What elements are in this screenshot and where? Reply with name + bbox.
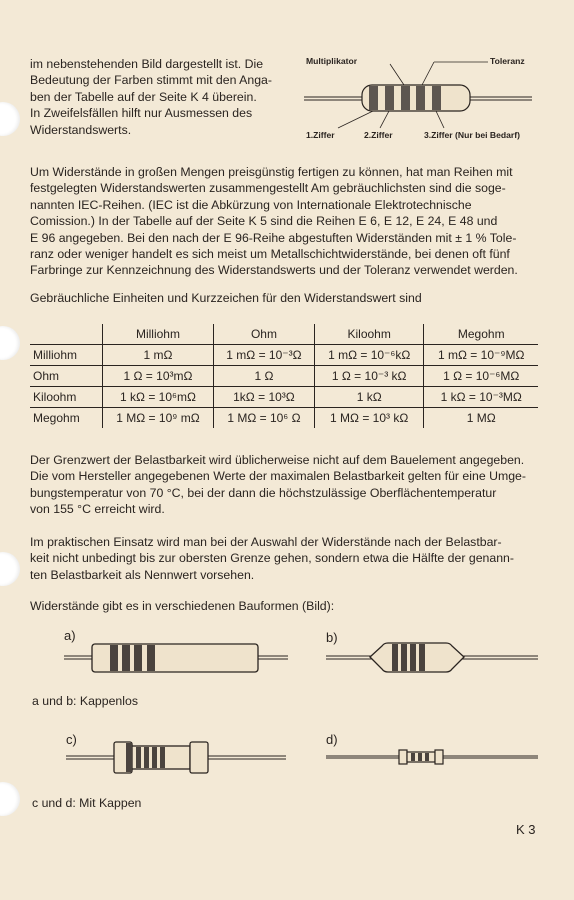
table-cell: 1 Ω = 10⁻⁶MΩ xyxy=(424,366,538,387)
table-row xyxy=(30,345,538,366)
punch-hole-2 xyxy=(0,326,20,360)
table-header-cell: Megohm xyxy=(424,324,538,345)
table-cell: 1kΩ = 10³Ω xyxy=(213,387,314,408)
table-cell: 1 kΩ = 10⁶mΩ xyxy=(103,387,214,408)
table-cell: 1 mΩ = 10⁻⁹MΩ xyxy=(424,345,538,366)
intro-line: Widerstandswerts. xyxy=(30,122,132,137)
label-ziffer-3: 3.Ziffer (Nur bei Bedarf) xyxy=(424,130,520,140)
text-line: Die vom Hersteller angegebenen Werte der maximalen Belastbarkeit gelten für eine Umge- xyxy=(30,469,526,484)
intro-line: ben der Tabelle auf der Seite K 4 überein. xyxy=(30,89,257,104)
table-row-header: Megohm xyxy=(30,408,103,429)
page-number: K 3 xyxy=(516,822,536,837)
table-cell: 1 MΩ = 10³ kΩ xyxy=(314,408,424,429)
punch-hole-3 xyxy=(0,552,20,586)
table-header-cell: Kiloohm xyxy=(314,324,424,345)
figure-letter-b: b) xyxy=(326,630,338,645)
table-cell: 1 Ω = 10⁻³ kΩ xyxy=(314,366,424,387)
resistor-d-drawing xyxy=(326,746,538,768)
label-ziffer-2: 2.Ziffer xyxy=(364,130,393,140)
resistor-a-drawing xyxy=(64,640,288,676)
table-row-header: Kiloohm xyxy=(30,387,103,408)
table-row-header: Milliohm xyxy=(30,345,103,366)
text-line: Um Widerstände in großen Mengen preisgünstig fertigen zu können, hat man Reihen mit xyxy=(30,165,513,179)
caption-a-b: a und b: Kappenlos xyxy=(32,694,138,708)
table-corner-cell xyxy=(30,324,103,345)
text-line: Comission.) In der Tabelle auf der Seite K 5 sind die Reihen E 6, E 12, E 24, E 48 und xyxy=(30,214,498,229)
intro-line: Bedeutung der Farben stimmt mit den Anga- xyxy=(30,73,272,88)
text-line: festgelegten Widerstandswerten zusammengestellt Am gebräuchlichsten sind die soge- xyxy=(30,181,506,196)
table-cell: 1 MΩ = 10⁶ Ω xyxy=(213,408,314,429)
label-toleranz: Toleranz xyxy=(490,56,525,66)
table-cell: 1 Ω = 10³mΩ xyxy=(103,366,214,387)
table-row xyxy=(30,408,538,429)
table-cell: 1 MΩ xyxy=(424,408,538,429)
table-cell: 1 mΩ = 10⁻³Ω xyxy=(213,345,314,366)
resistor-b-drawing xyxy=(326,640,538,676)
table-row xyxy=(30,387,538,408)
text-line: Der Grenzwert der Belastbarkeit wird üblicherweise nicht auf dem Bauelement angegeben. xyxy=(30,453,525,467)
label-multiplikator: Multiplikator xyxy=(306,56,358,66)
bauformen-intro: Widerstände gibt es in verschiedenen Bauformen (Bild): xyxy=(30,599,335,613)
text-line: ten Belastbarkeit als Nennwert vorsehen. xyxy=(30,567,255,582)
table-cell: 1 mΩ xyxy=(103,345,214,366)
table-row-header: Ohm xyxy=(30,366,103,387)
table-header-cell: Milliohm xyxy=(103,324,214,345)
table-cell: 1 MΩ = 10⁹ mΩ xyxy=(103,408,214,429)
table-cell: 1 kΩ xyxy=(314,387,424,408)
intro-line: im nebenstehenden Bild dargestellt ist. Die xyxy=(30,57,264,71)
label-ziffer-1: 1.Ziffer xyxy=(306,130,335,140)
table-header-cell: Ohm xyxy=(213,324,314,345)
text-line: E 96 angegeben. Bei den nach der E 96-Reihe abgestuften Widerständen mit ± 1 % Tole- xyxy=(30,230,517,245)
intro-line: In Zweifelsfällen hilft nur Ausmessen des xyxy=(30,106,253,121)
resistor-c-drawing xyxy=(66,740,286,776)
punch-hole-1 xyxy=(0,102,20,136)
text-line: Farbringe zur Kennzeichnung des Widerstandswerts und der Toleranz verwendet werden. xyxy=(30,263,518,278)
text-line: von 155 °C erreicht wird. xyxy=(30,502,165,517)
figure-letter-d: d) xyxy=(326,732,338,747)
table-cell: 1 Ω xyxy=(213,366,314,387)
text-line: nannten IEC-Reihen. (IEC ist die Abkürzung von Internationale Elektrotechnische xyxy=(30,197,472,212)
table-row xyxy=(30,366,538,387)
figure-letter-c: c) xyxy=(66,732,77,747)
table-cell: 1 mΩ = 10⁻⁶kΩ xyxy=(314,345,424,366)
table-intro: Gebräuchliche Einheiten und Kurzzeichen für den Widerstandswert sind xyxy=(30,291,422,305)
punch-hole-4 xyxy=(0,782,20,816)
unit-conversion-table xyxy=(30,324,538,428)
figure-letter-a: a) xyxy=(64,628,76,643)
table-cell: 1 kΩ = 10⁻³MΩ xyxy=(424,387,538,408)
caption-c-d: c und d: Mit Kappen xyxy=(32,796,142,810)
text-line: bungstemperatur von 70 °C, bei der dann die höchstzulässige Oberflächentemperatur xyxy=(30,485,497,500)
text-line: keit nicht unbedingt bis zur obersten Grenze gehen, sondern etwa die Hälfte der genann- xyxy=(30,551,514,566)
color-code-figure xyxy=(300,52,540,144)
text-line: ranz oder weniger handelt es sich meist um Metallschichtwiderstände, bei denen oft fünf xyxy=(30,247,510,261)
table-header-row xyxy=(30,324,538,345)
text-line: Im praktischen Einsatz wird man bei der Auswahl der Widerstände nach der Belastbar- xyxy=(30,535,502,549)
